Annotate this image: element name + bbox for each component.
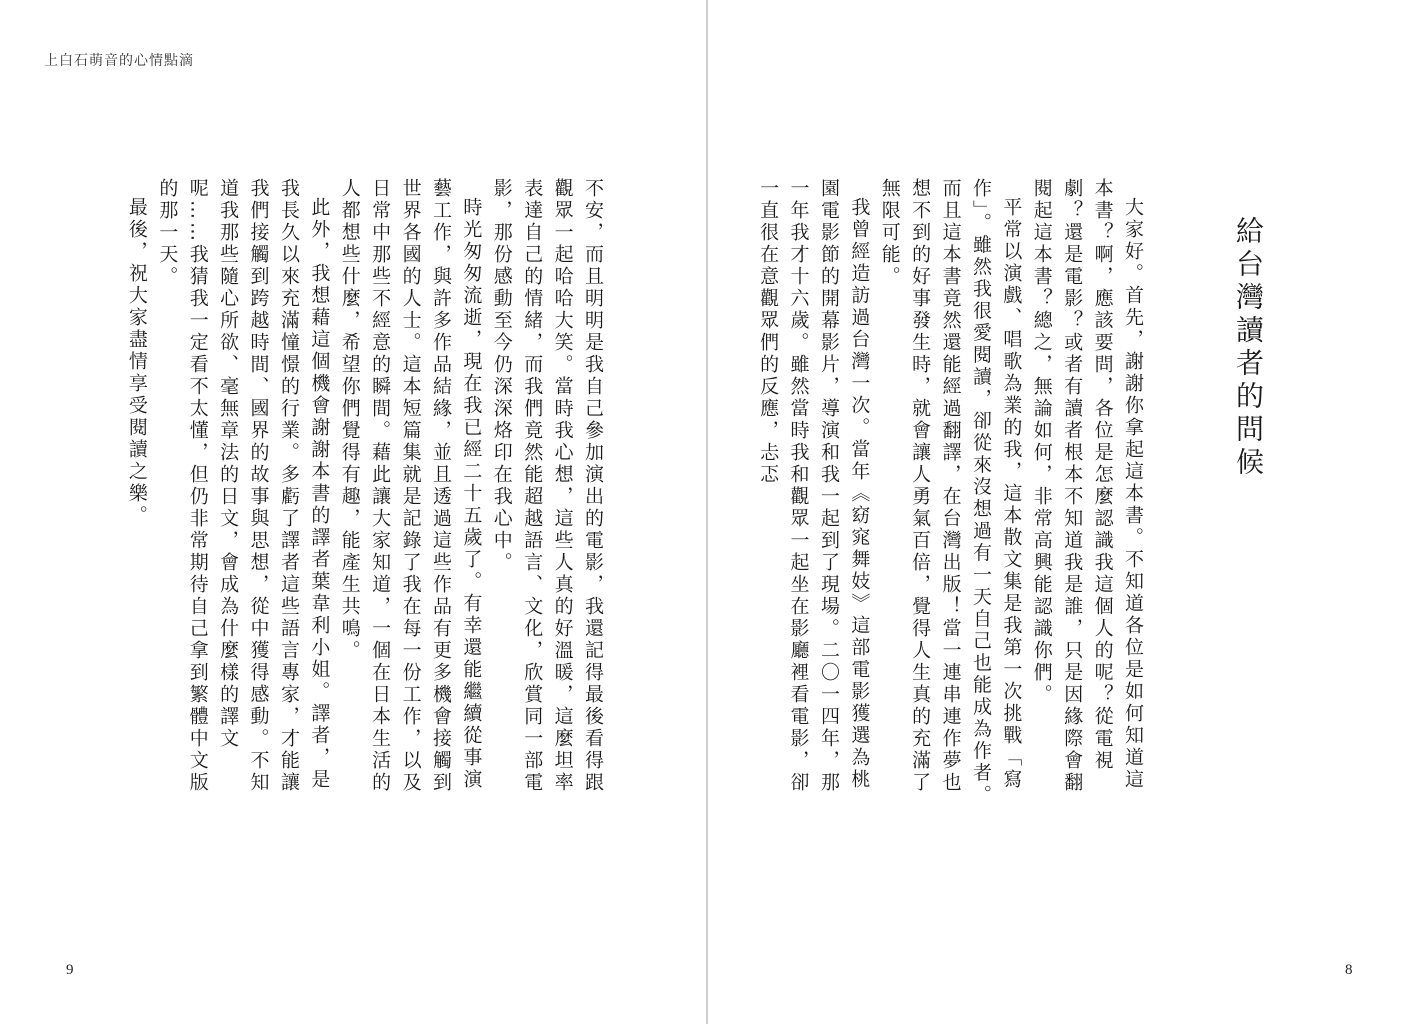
paragraph: 平常以演戲、唱歌為業的我，這本散文集是我第一次挑戰「寫作」。雖然我很愛閱讀，卻從來沒想過有一天自己也能成為作者。而且這本書竟然還能經過翻譯，在台灣出版！當一連串連作夢也想不到的好事發生時，就會讓人勇氣百倍，覺得人生真的充滿了無限可能。 bbox=[878, 178, 1023, 807]
paragraph: 我曾經造訪過台灣一次。當年《窈窕舞妓》這部電影獲選為桃園電影節的開幕影片，導演和我一起到了現場。二〇一四年，那一年我才十六歲。雖然當時我和觀眾一起坐在影廳裡看電影，卻一直很在意觀眾們的反應，忐忑 bbox=[757, 178, 871, 794]
right-page-body bbox=[757, 178, 1148, 808]
paragraph: 此外，我想藉這個機會謝謝本書的譯者葉韋利小姐。譯者，是我長久以來充滿憧憬的行業。多虧了譯者這些語言專家，才能讓我們接觸到跨越時間、國界的故事與思想，從中獲得感動。不知道我那些隨心所欲、毫無章法的日文，會成為什麼樣的譯文呢……我猜我一定看不太懂，但仍非常期待自己拿到繁體中文版的那一天。 bbox=[156, 178, 331, 794]
page-number-right: 8 bbox=[1345, 962, 1353, 978]
chapter-title: 給台灣讀者的問候 bbox=[1232, 216, 1265, 480]
paragraph: 不安，而且明明是我自己參加演出的電影，我還記得最後看得跟觀眾一起哈哈大笑。當時我心想，這些人真的好溫暖，這麼坦率表達自己的情緒，而我們竟然能超越語言、文化，欣賞同一部電影，那份感動至今仍深深烙印在我心中。 bbox=[490, 178, 604, 794]
paragraph: 大家好。首先，謝謝你拿起這本書。不知道各位是如何知道這本書？啊，應該要問，各位是怎麼認識我這個人的呢？從電視劇？還是電影？或者有讀者根本不知道我是誰，只是因緣際會翻閱起這本書？總之，無論如何，非常高興能認識你們。 bbox=[1030, 178, 1144, 794]
paragraph: 最後，祝大家盡情享受閱讀之樂。 bbox=[125, 197, 148, 527]
left-page-body bbox=[125, 178, 608, 808]
paragraph: 時光匆匆流逝，現在我已經二十五歲了。有幸還能繼續從事演藝工作，與許多作品結緣，並且透過這些作品有更多機會接觸到世界各國的人士。這本短篇集就是記錄了我在每一份工作，以及日常中那些不經意的瞬間。藉此讓大家知道，一個在日本生活的人都想些什麼，希望你們覺得有趣，能產生共鳴。 bbox=[338, 178, 483, 794]
page-number-left: 9 bbox=[66, 962, 74, 978]
running-head: 上白石萌音的心情點滴 bbox=[44, 53, 194, 69]
